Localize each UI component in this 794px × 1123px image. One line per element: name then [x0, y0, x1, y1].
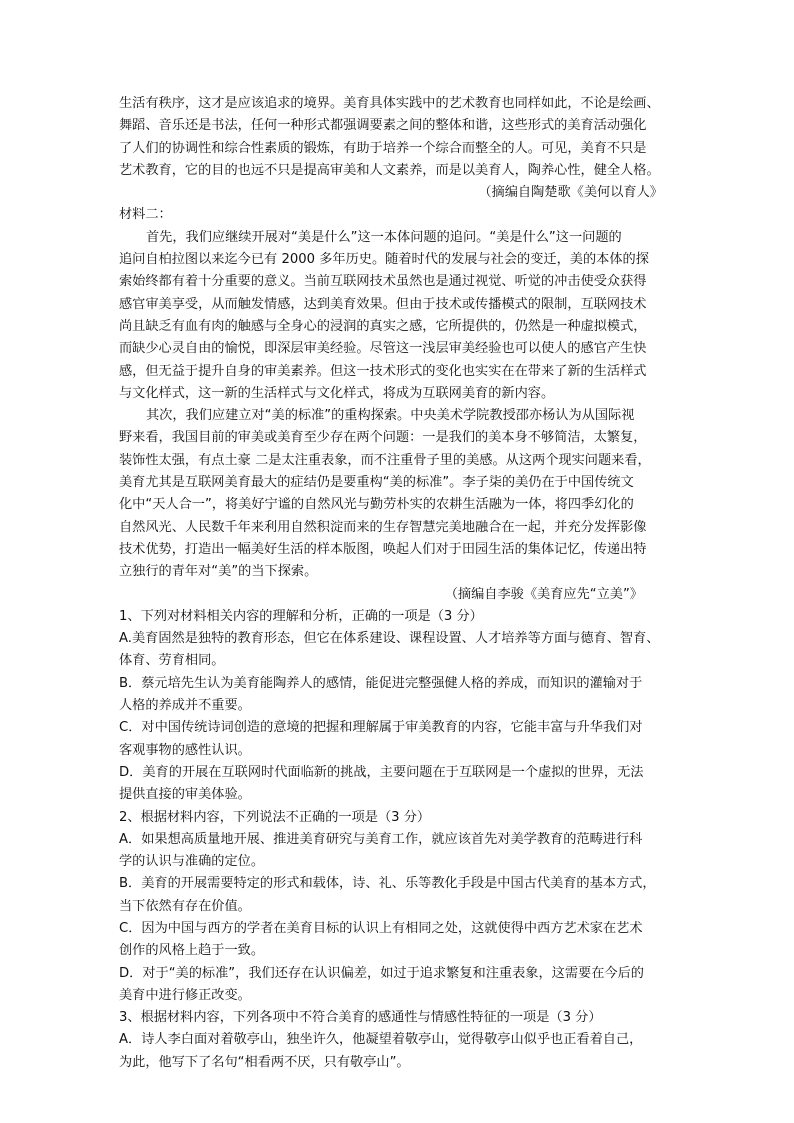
option-line: 学的认识与准确的定位。 — [119, 854, 265, 870]
text-line: 追问自柏拉图以来迄今已有 2000 多年历史。随着时代的发展与社会的变迁，美的本体的探 — [119, 252, 649, 268]
option-line: C．因为中国与西方的学者在美育目标的认识上有相同之处，这就使得中西方艺术家在艺术 — [119, 920, 643, 936]
question-2 — [119, 807, 679, 1008]
text-line: 技术优势，打造出一幅美好生活的样本版图，唤起人们对于田园生活的集体记忆，传递出特 — [119, 541, 647, 557]
source-citation: （摘编自李骏《美育应先“立美”》 — [444, 586, 643, 602]
text-line: 与文化样式，这一新的生活样式与文化样式，将成为互联网美育的新内容。 — [119, 385, 555, 401]
option-line: 客观事物的感性认识。 — [119, 742, 251, 758]
option-line: B．蔡元培先生认为美育能陶养人的感情，能促进完整强健人格的养成，而知识的灌输对于 — [119, 675, 643, 691]
text-line: 野来看，我国目前的审美或美育至少存在两个问题：一是我们的美本身不够简洁，太繁复， — [119, 430, 647, 446]
material-2 — [119, 204, 679, 605]
option-line: 体育、劳育相同。 — [119, 653, 225, 669]
option-line: 为此，他写下了名句“相看两不厌，只有敬亭山”。 — [119, 1054, 410, 1070]
text-line: 而缺少心灵自由的愉悦，即深层审美经验。尽管这一浅层审美经验也可以使人的感官产生快 — [119, 341, 647, 357]
text-line: 了人们的协调性和综合性素质的锻炼，有助于培养一个综合而整全的人。可见，美育不只是 — [119, 140, 647, 156]
option-line: C．对中国传统诗词创造的意境的把握和理解属于审美教育的内容，它能丰富与升华我们对 — [119, 720, 643, 736]
question-stem: 3、根据材料内容，下列各项中不符合美育的感通性与情感性特征的一项是（3 分） — [119, 1010, 602, 1026]
source-citation: （摘编自陶楚歌《美何以育人》 — [478, 185, 663, 201]
option-line: A．诗人李白面对着敬亭山，独坐许久，他凝望着敬亭山，觉得敬亭山似乎也正看着自己， — [119, 1032, 643, 1048]
text-line: 立独行的青年对“美”的当下探索。 — [119, 564, 318, 580]
option-line: 美育中进行修正改变。 — [119, 987, 251, 1003]
text-line: 首先，我们应继续开展对“美是什么”这一本体问题的追问。“美是什么”这一问题的 — [146, 229, 622, 245]
section-heading: 材料二： — [119, 207, 172, 223]
document-page — [119, 93, 679, 1074]
option-line: A．如果想高质量地开展、推进美育研究与美育工作，就应该首先对美学教育的范畴进行科 — [119, 831, 643, 847]
question-3 — [119, 1007, 679, 1074]
text-line: 美育尤其是互联网美育最大的症结仍是要重构“美的标准”。李子柒的美仍在于中国传统文 — [119, 475, 634, 491]
option-line: A.美育固然是独特的教育形态，但它在体系建设、课程设置、人才培养等方面与德育、智育、 — [119, 631, 660, 647]
option-line: D．美育的开展在互联网时代面临新的挑战，主要问题在于互联网是一个虚拟的世界，无法 — [119, 764, 644, 780]
text-line: 生活有秩序，这才是应该追求的境界。美育具体实践中的艺术教育也同样如此，不论是绘画、 — [119, 96, 660, 111]
option-line: 创作的风格上趋于一致。 — [119, 943, 265, 959]
question-1 — [119, 606, 679, 807]
text-line: 感，但无益于提升自身的审美素养。但这一技术形式的变化也实实在在带来了新的生活样式 — [119, 363, 647, 379]
text-line: 装饰性太强，有点土豪 二是太注重表象，而不注重骨子里的美感。从这两个现实问题来看， — [119, 452, 651, 468]
text-line: 舞蹈、音乐还是书法，任何一种形式都强调要素之间的整体和谐，这些形式的美育活动强化 — [119, 118, 647, 134]
question-stem: 1、下列对材料相关内容的理解和分析，正确的一项是（3 分） — [119, 608, 483, 624]
text-line: 尚且缺乏有血有肉的触感与全身心的浸润的真实之感，它所提供的，仍然是一种虚拟模式， — [119, 318, 647, 334]
option-line: D．对于“美的标准”，我们还存在认识偏差，如过于追求繁复和注重表象，这需要在今后的 — [119, 965, 644, 981]
option-line: 当下依然有存在价值。 — [119, 898, 251, 914]
passage-1 — [119, 93, 679, 204]
text-line: 艺术教育，它的目的也远不只是提高审美和人文素养，而是以美育人，陶养心性，健全人格。 — [119, 162, 660, 178]
option-line: B．美育的开展需要特定的形式和载体，诗、礼、乐等教化手段是中国古代美育的基本方式， — [119, 876, 656, 892]
text-line: 其次，我们应建立对“美的标准”的重构探索。中央美术学院教授邵亦杨认为从国际视 — [146, 408, 635, 424]
text-line: 化中“天人合一”，将美好宁谧的自然风光与勤劳朴实的农耕生活融为一体，将四季幻化的 — [119, 497, 634, 513]
text-line: 感官审美享受，从而触发情感，达到美育效果。但由于技术或传播模式的限制，互联网技术 — [119, 296, 647, 312]
option-line: 人格的养成并不重要。 — [119, 698, 251, 714]
text-line: 自然风光、人民数千年来利用自然积淀而来的生存智慧完美地融合在一起，并充分发挥影像 — [119, 519, 647, 535]
text-line: 索始终都有着十分重要的意义。当前互联网技术虽然也是通过视觉、听觉的冲击使受众获得 — [119, 274, 647, 290]
option-line: 提供直接的审美体验。 — [119, 787, 251, 803]
question-stem: 2、根据材料内容，下列说法不正确的一项是（3 分） — [119, 809, 431, 825]
